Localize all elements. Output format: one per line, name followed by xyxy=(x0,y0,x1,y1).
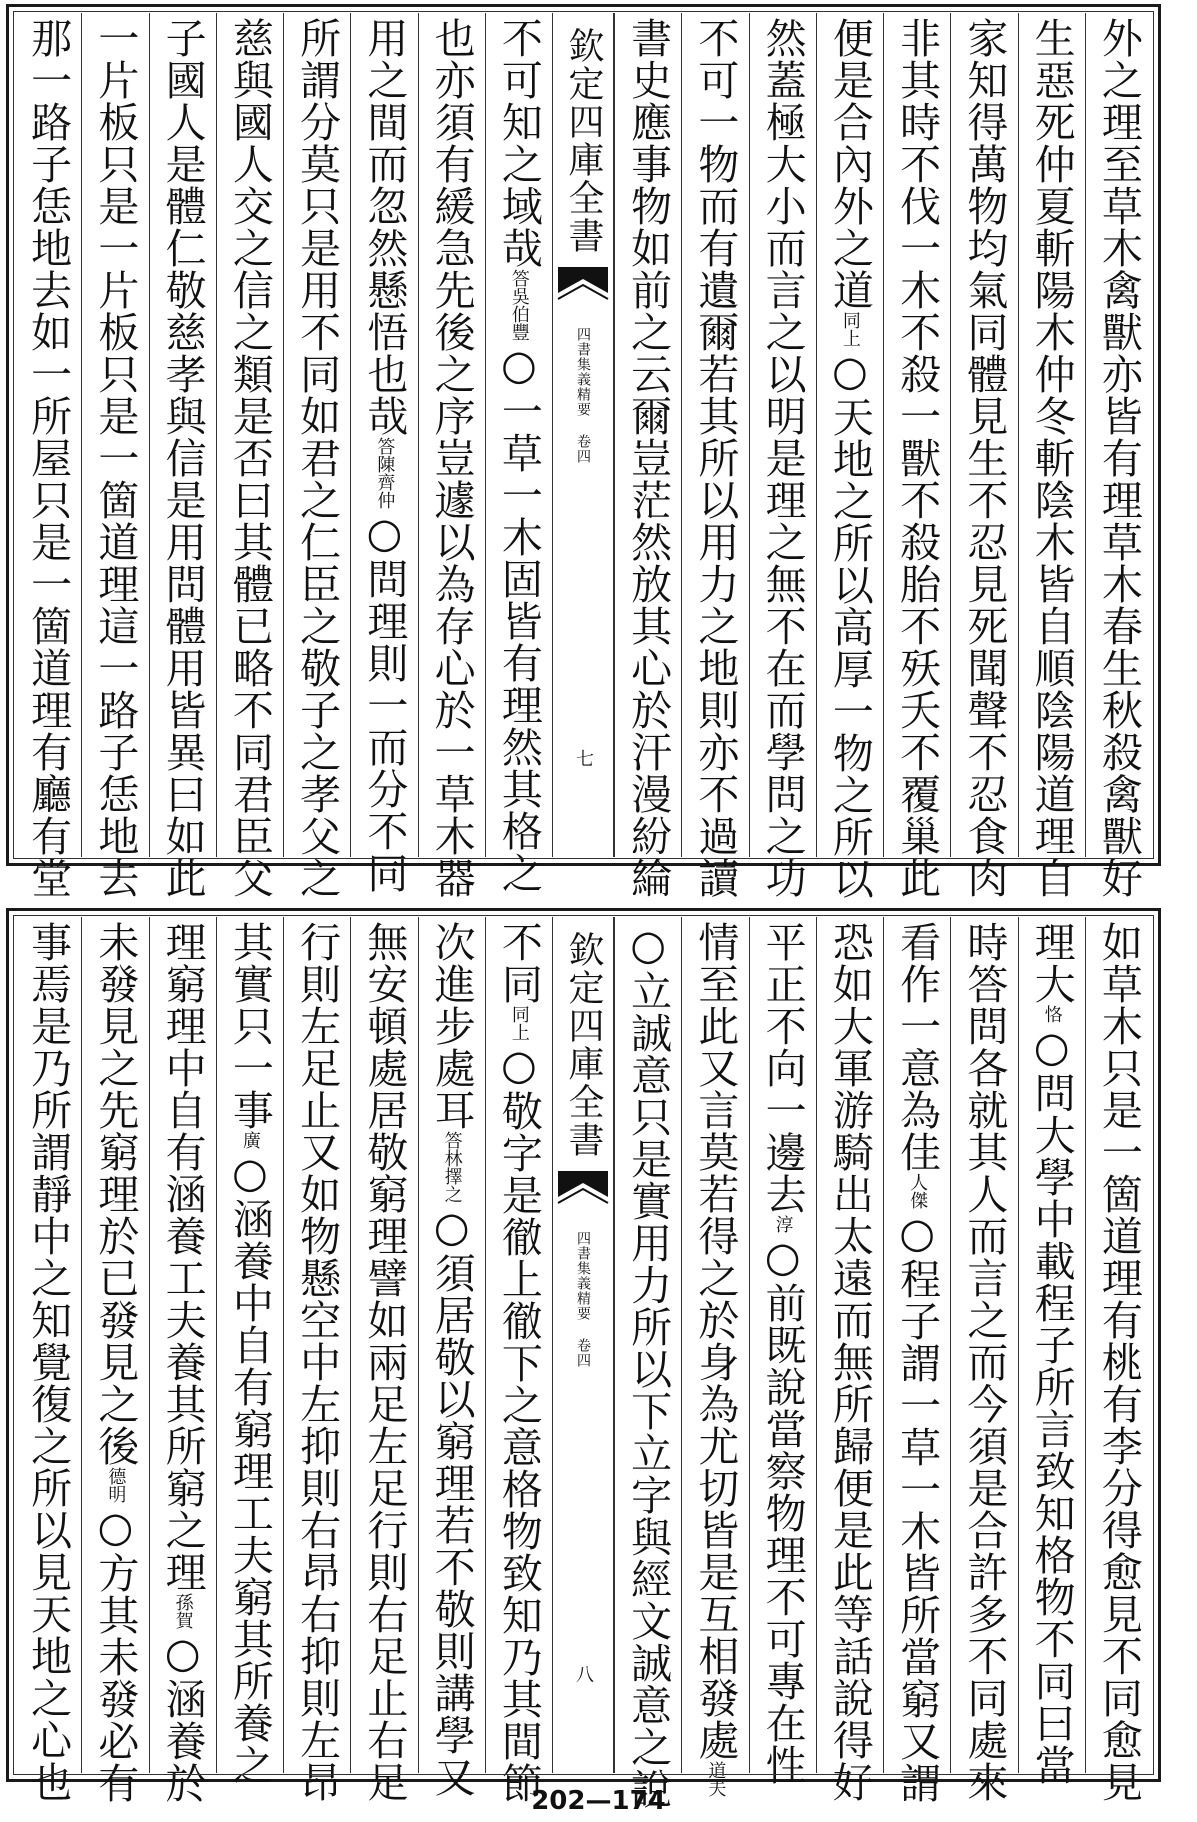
main-text: ○涵養於 xyxy=(158,1629,207,1804)
main-text: ○問理則一而分不同 xyxy=(360,509,409,894)
text-column xyxy=(1018,917,1085,1786)
main-text: 不可知之域哉 xyxy=(494,17,543,269)
column-text: 行則左足止又如物懸空中左抑則右昂右抑則左昂 xyxy=(293,921,342,1803)
interlinear-note: 淳 xyxy=(772,1215,794,1233)
column-text xyxy=(1024,921,1080,1786)
column-text: 時答問各就其人而言之而今須是合許多不同處來 xyxy=(960,921,1009,1803)
main-text: ○前既說當察物理不可專在性 xyxy=(758,1233,807,1786)
column-text xyxy=(155,921,211,1804)
text-column xyxy=(1018,13,1085,899)
interlinear-note: 答林擇之 xyxy=(441,1131,463,1203)
column-text xyxy=(491,921,547,1804)
column-text: 慈與國人交之信之類是否曰其體已略不同君臣父 xyxy=(225,17,274,899)
text-column xyxy=(283,13,350,899)
text-column xyxy=(883,13,950,899)
interlinear-note: 同上 xyxy=(839,311,861,347)
interlinear-note: 道夫 xyxy=(705,1761,727,1797)
main-text: 次進步處耳 xyxy=(427,921,476,1131)
text-column xyxy=(816,13,883,900)
column-text: ○立誠意只是實用力所以下立字與經文誠意之說 xyxy=(624,921,673,1810)
interlinear-note: 答吳伯豐 xyxy=(508,269,530,341)
interlinear-note: 德明 xyxy=(105,1467,127,1503)
text-column xyxy=(15,13,81,899)
leaf-number: 八 xyxy=(573,1665,594,1683)
main-text: ○天地之所以高厚一物之所以 xyxy=(825,347,874,900)
main-text: 用之間而忽然懸悟也哉 xyxy=(360,17,409,437)
fishtail-mark-icon xyxy=(558,1167,608,1207)
text-column xyxy=(216,917,283,1786)
main-text: ○方其未發必有 xyxy=(91,1503,140,1804)
text-column xyxy=(149,917,216,1804)
book-title: 欽定四庫全書 xyxy=(563,27,604,255)
top-page xyxy=(6,4,1161,900)
text-column xyxy=(950,917,1017,1803)
main-text: 平正不向一邊去 xyxy=(758,921,807,1215)
text-column xyxy=(950,13,1017,899)
main-text: 不同 xyxy=(494,921,543,1005)
column-text: 非其時不伐一木不殺一獸不殺胎不殀夭不覆巢此 xyxy=(893,17,942,899)
text-column xyxy=(418,13,485,899)
interlinear-note: 同上 xyxy=(508,1005,530,1041)
column-text xyxy=(889,921,945,1804)
text-column xyxy=(816,917,883,1803)
column-text xyxy=(687,921,743,1797)
column-text: 也亦須有緩急先後之序豈遽以為存心於一草木器 xyxy=(427,17,476,899)
main-text: ○程子謂一草一木皆所當窮又謂 xyxy=(893,1209,942,1804)
column-text: 無安頓處居敬窮理譬如兩足左足行則右足止右足 xyxy=(360,921,409,1803)
interlinear-note: 人傑 xyxy=(907,1173,929,1209)
text-column xyxy=(681,13,748,899)
fishtail-mark-icon xyxy=(558,263,608,303)
text-column xyxy=(216,13,283,899)
text-column xyxy=(614,917,681,1810)
text-column xyxy=(15,917,81,1803)
text-column xyxy=(1085,13,1152,899)
column-text: 所謂分莫只是用不同如君之仁臣之敬子之孝父之 xyxy=(293,17,342,899)
column-text xyxy=(356,17,412,894)
text-column xyxy=(350,13,417,894)
text-column xyxy=(485,13,552,894)
main-text: ○須居敬以窮理若不敬則講學又 xyxy=(427,1203,476,1798)
page-number-footer: 202—174 xyxy=(531,1786,666,1816)
text-column xyxy=(749,13,816,899)
interlinear-note: 孫賀 xyxy=(172,1593,194,1629)
interlinear-note: 答陳齊仲 xyxy=(374,437,396,509)
column-text: 恐如大軍游騎出太遠而無所歸便是此等話說得好 xyxy=(825,921,874,1803)
book-title: 欽定四庫全書 xyxy=(563,931,604,1159)
volume-label: 四書集義精要 卷四 xyxy=(575,327,591,464)
main-text: ○敬字是徹上徹下之意格物致知乃其間節 xyxy=(494,1041,543,1804)
volume-label: 四書集義精要 卷四 xyxy=(575,1231,591,1368)
main-text: ○問大學中載程子所言致知格物不同曰當 xyxy=(1027,1023,1076,1786)
text-column xyxy=(614,13,681,899)
main-text: 理窮理中自有涵養工夫養其所窮之理 xyxy=(158,921,207,1593)
interlinear-note: 廣 xyxy=(239,1131,261,1149)
text-column xyxy=(283,917,350,1803)
text-column xyxy=(681,917,748,1797)
column-text: 然蓋極大小而言之以明是理之無不在而學問之功 xyxy=(758,17,807,899)
main-text: ○一草一木固皆有理然其格之 xyxy=(494,341,543,894)
column-text: 事焉是乃所謂靜中之知覺復之所以見天地之心也 xyxy=(24,921,73,1803)
leaf-number: 七 xyxy=(573,749,594,767)
text-column xyxy=(485,917,552,1804)
main-text: 看作一意為佳 xyxy=(893,921,942,1173)
column-text xyxy=(424,921,480,1798)
top-columns xyxy=(15,13,1152,900)
center-fold xyxy=(552,917,614,1773)
column-text: 那一路子恁地去如一所屋只是一箇道理有廳有堂 xyxy=(24,17,73,899)
interlinear-note: 恪 xyxy=(1041,1005,1063,1023)
main-text: ○涵養中自有窮理工夫窮其所養之 xyxy=(225,1149,274,1786)
column-text: 書史應事物如前之云爾豈茫然放其心於汗漫紛綸 xyxy=(624,17,673,899)
column-text: 一片板只是一片板只是一箇道理這一路子恁地去 xyxy=(91,17,140,899)
text-column xyxy=(149,13,216,899)
column-text: 外之理至草木禽獸亦皆有理草木春生秋殺禽獸好 xyxy=(1094,17,1143,899)
text-column xyxy=(81,917,148,1804)
text-column xyxy=(81,13,148,899)
column-text xyxy=(87,921,143,1804)
text-column xyxy=(350,917,417,1803)
main-text: 理大 xyxy=(1027,921,1076,1005)
column-text xyxy=(755,921,811,1786)
column-text: 子國人是體仁敬慈孝與信是用問體用皆異曰如此 xyxy=(158,17,207,899)
text-column xyxy=(418,917,485,1798)
main-text: 情至此又言莫若得之於身為尤切皆是互相發處 xyxy=(691,921,740,1761)
text-column xyxy=(883,917,950,1804)
column-text xyxy=(822,17,878,900)
main-text: 其實只一事 xyxy=(225,921,274,1131)
column-text xyxy=(491,17,547,894)
column-text: 不可一物而有遺爾若其所以用力之地則亦不過讀 xyxy=(691,17,740,899)
text-column xyxy=(749,917,816,1786)
column-text xyxy=(222,921,278,1786)
column-text: 家知得萬物均氣同體見生不忍見死聞聲不忍食肉 xyxy=(960,17,1009,899)
column-text: 如草木只是一箇道理有桃有李分得愈見不同愈見 xyxy=(1094,921,1143,1803)
text-column xyxy=(1085,917,1152,1803)
main-text: 未發見之先窮理於已發見之後 xyxy=(91,921,140,1467)
column-text: 生惡死仲夏斬陽木仲冬斬陰木皆自順陰陽道理自 xyxy=(1027,17,1076,899)
center-fold xyxy=(552,13,614,857)
main-text: 便是合內外之道 xyxy=(825,17,874,311)
